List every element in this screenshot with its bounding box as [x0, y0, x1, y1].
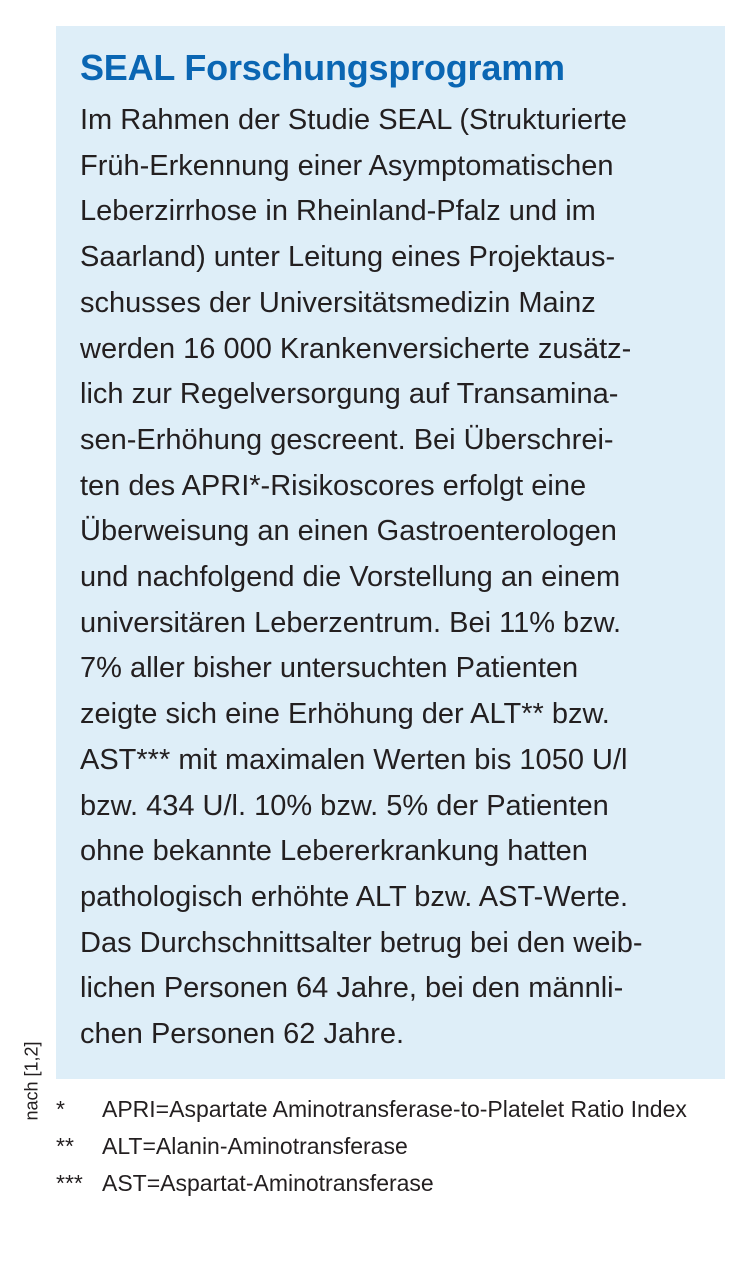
info-box	[56, 26, 725, 1079]
box-body-text: Im Rahmen der Studie SEAL (Strukturierte Früh-Erkennung einer Asymptomatischen Leberzirrhose in Rheinland-Pfalz und im Saarland) unter Leitung eines Projektaus- schusses der Universitätsmedizin Mainz werden 16 000 Krankenversicherte zusätz- lich zur Regelversorgung auf Transamina- sen-Erhöhung gescreent. Bei Überschrei- ten des APRI*-Risikoscores erfolgt eine Überweisung an einen Gastroenterologen und nachfolgend die Vorstellung an einem universitären Leberzentrum. Bei 11% bzw. 7% aller bisher untersuchten Patienten zeigte sich eine Erhöhung der ALT** bzw. AST*** mit maximalen Werten bis 1050 U/l bzw. 434 U/l. 10% bzw. 5% der Patienten ohne bekannte Lebererkrankung hatten pathologisch erhöhte ALT bzw. AST-Werte. Das Durchschnittsalter betrug bei den weib- lichen Personen 64 Jahre, bei den männli- chen Personen 62 Jahre.	[80, 104, 643, 1051]
footnote-text: AST=Aspartat-Aminotransferase	[102, 1170, 434, 1196]
footnote-text: ALT=Alanin-Aminotransferase	[102, 1133, 408, 1159]
source-note: nach [1,2]	[21, 1041, 42, 1121]
footnotes	[56, 1094, 716, 1205]
footnote-marker: ***	[56, 1170, 83, 1196]
footnote-marker: **	[56, 1133, 74, 1159]
footnote-text: APRI=Aspartate Aminotransferase-to-Platelet Ratio Index	[102, 1096, 687, 1122]
footnote-marker: *	[56, 1096, 65, 1122]
footnote-alt	[56, 1131, 716, 1161]
box-title: SEAL Forschungsprogramm	[80, 47, 565, 88]
footnote-apri	[56, 1094, 716, 1124]
footnote-ast	[56, 1168, 716, 1198]
